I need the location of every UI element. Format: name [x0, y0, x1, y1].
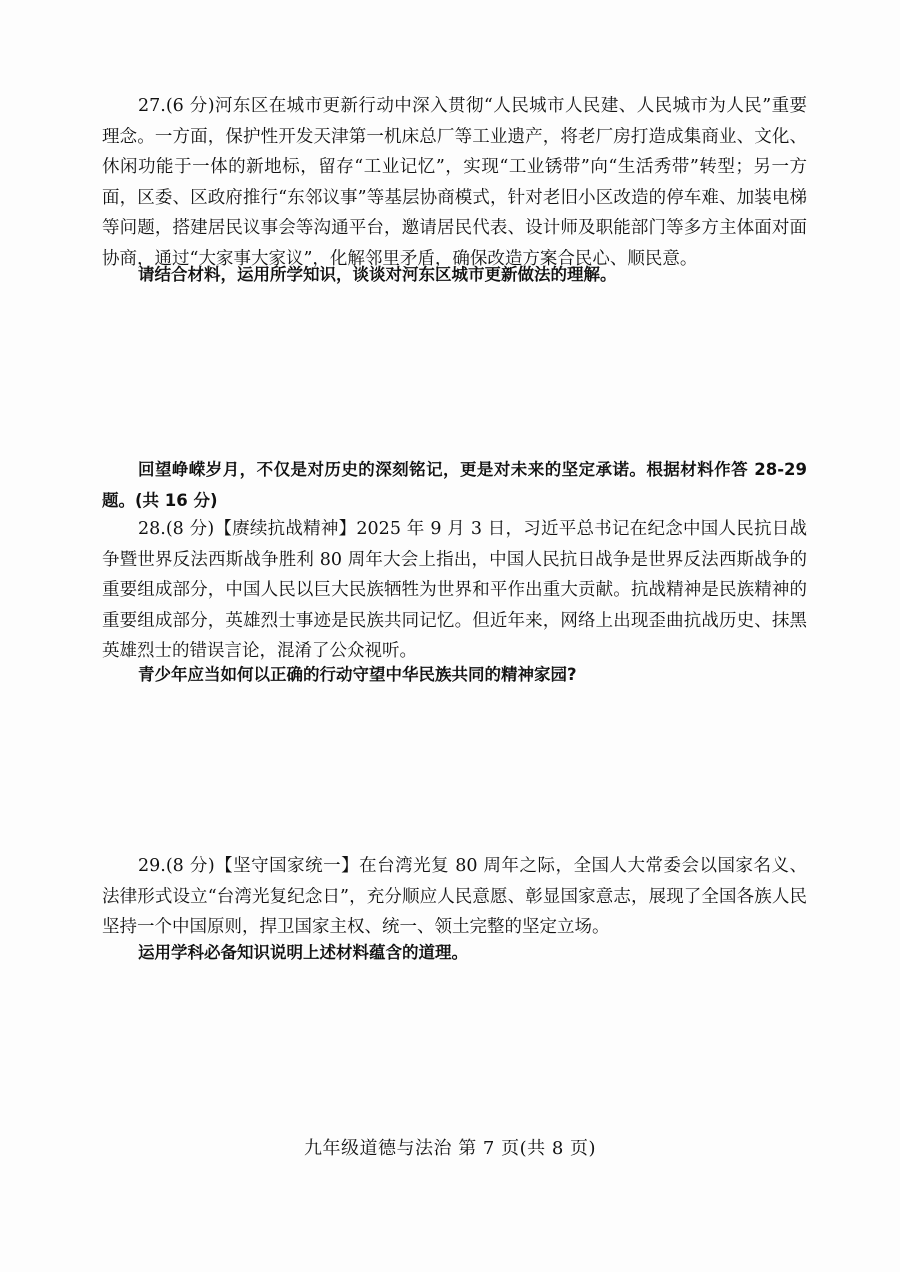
question-29-prompt: 运用学科必备知识说明上述材料蕴含的道理。	[138, 943, 468, 962]
question-27-prompt-block	[102, 260, 807, 291]
question-29-prompt-block	[102, 938, 807, 969]
page-footer: 九年级道德与法治 第 7 页(共 8 页)	[303, 1138, 597, 1159]
question-29-material-block	[102, 851, 807, 943]
question-28-prompt-block	[102, 660, 807, 691]
section-intro: 回望峥嵘岁月，不仅是对历史的深刻铭记，更是对未来的坚定承诺。根据材料作答 28-29 题。(共 16 分)	[102, 460, 807, 510]
question-28-prompt: 青少年应当如何以正确的行动守望中华民族共同的精神家园?	[138, 665, 577, 684]
question-28-material-block	[102, 514, 807, 667]
question-27-material-block	[102, 91, 807, 274]
section-intro-block	[102, 455, 807, 516]
question-27-material: 27.(6 分)河东区在城市更新行动中深入贯彻“人民城市人民建、人民城市为人民”重要理念。一方面，保护性开发天津第一机床总厂等工业遗产，将老厂房打造成集商业、文化、休闲功能于一体的新地标，留存“工业记忆”，实现“工业锈带”向“生活秀带”转型；另一方面，区委、区政府推行“东邻议事”等基层协商模式，针对老旧小区改造的停车难、加装电梯等问题，搭建居民议事会等沟通平台，邀请居民代表、设计师及职能部门等多方主体面对面协商，通过“大家事大家议”，化解邻里矛盾，确保改造方案合民心、顺民意。	[102, 96, 807, 269]
question-27-prompt: 请结合材料，运用所学知识，谈谈对河东区城市更新做法的理解。	[138, 265, 617, 284]
question-29-material: 29.(8 分)【坚守国家统一】在台湾光复 80 周年之际，全国人大常委会以国家名义、法律形式设立“台湾光复纪念日”，充分顺应人民意愿、彰显国家意志，展现了全国各族人民坚持一个中国原则，捍卫国家主权、统一、领土完整的坚定立场。	[102, 856, 807, 937]
question-28-material: 28.(8 分)【赓续抗战精神】2025 年 9 月 3 日，习近平总书记在纪念中国人民抗日战争暨世界反法西斯战争胜利 80 周年大会上指出，中国人民抗日战争是世界反法西斯战争的重要组成部分，中国人民以巨大民族牺牲为世界和平作出重大贡献。抗战精神是民族精神的重要组成部分，英雄烈士事迹是民族共同记忆。但近年来，网络上出现歪曲抗战历史、抹黑英雄烈士的错误言论，混淆了公众视听。	[102, 519, 807, 661]
